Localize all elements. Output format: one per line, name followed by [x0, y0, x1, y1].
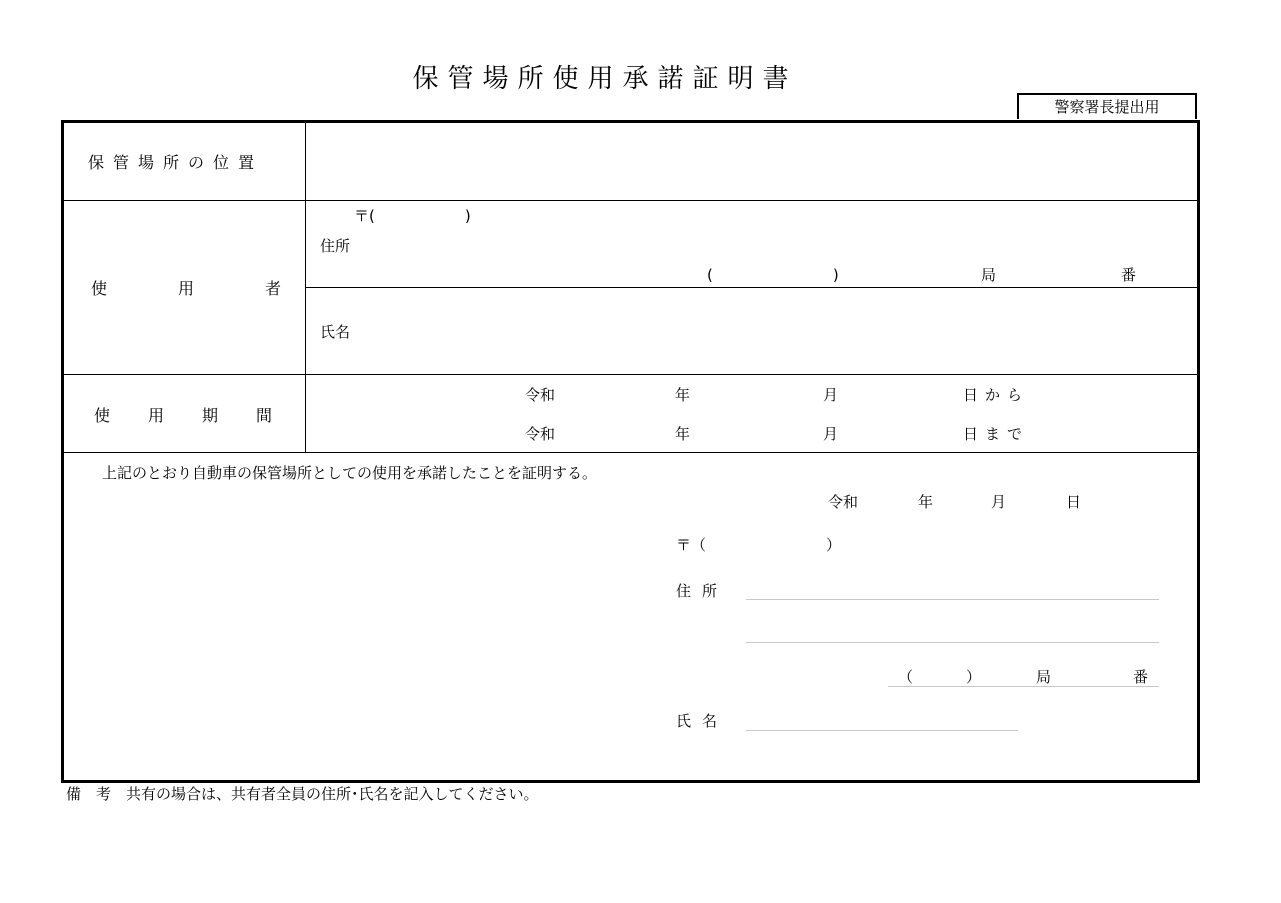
user-phone-kyoku: 局	[981, 266, 997, 284]
location-label: 保管場所の位置	[88, 153, 264, 172]
period-from-year: 年	[675, 386, 691, 404]
cert-date-year: 年	[918, 493, 934, 511]
period-from-era: 令和	[525, 386, 556, 404]
user-name-label: 氏名	[320, 323, 351, 341]
location-field[interactable]	[305, 123, 1195, 198]
row-divider	[305, 287, 1197, 288]
cert-address-label: 住所	[676, 582, 729, 600]
period-label: 使用期間	[94, 406, 311, 425]
user-phone-ban: 番	[1121, 266, 1137, 284]
user-label: 使用者	[91, 279, 353, 298]
cert-name-line[interactable]	[746, 730, 1018, 731]
cert-phone-close: ）	[966, 668, 982, 686]
row-divider	[64, 200, 1197, 201]
user-name-field[interactable]	[380, 312, 1180, 348]
cert-address-line-2[interactable]	[746, 642, 1159, 643]
cert-phone-ban: 番	[1133, 668, 1149, 686]
cert-date-day: 日	[1066, 493, 1082, 511]
cert-phone-kyoku: 局	[1036, 668, 1052, 686]
user-address-field[interactable]	[380, 228, 1180, 250]
user-address-label: 住所	[320, 237, 351, 255]
period-until-day: 日まで	[963, 425, 1030, 443]
period-until-month: 月	[823, 425, 839, 443]
period-until-era: 令和	[525, 425, 556, 443]
certification-statement: 上記のとおり自動車の保管場所としての使用を承諾したことを証明する。	[102, 464, 598, 482]
cert-name-label: 氏名	[676, 712, 729, 730]
note-text: 備 考 共有の場合は、共有者全員の住所･氏名を記入してください。	[66, 785, 539, 803]
cert-date-era: 令和	[828, 493, 859, 511]
document-title: 保管場所使用承諾証明書	[412, 64, 798, 94]
user-phone-area: ( )	[707, 266, 839, 284]
form-frame	[61, 120, 1200, 783]
row-divider	[64, 374, 1197, 375]
period-from-month: 月	[823, 386, 839, 404]
cert-date-month: 月	[991, 493, 1007, 511]
submit-tag: 警察署長提出用	[1017, 93, 1197, 119]
cert-address-line-1[interactable]	[746, 599, 1159, 600]
period-from-day: 日から	[963, 386, 1030, 404]
cert-phone-line[interactable]	[888, 686, 1159, 687]
row-divider	[64, 452, 1197, 453]
user-postal: 〒( )	[354, 207, 471, 225]
cert-postal: 〒（ ）	[676, 536, 842, 554]
cert-phone-open: （	[898, 668, 914, 686]
period-until-year: 年	[675, 425, 691, 443]
